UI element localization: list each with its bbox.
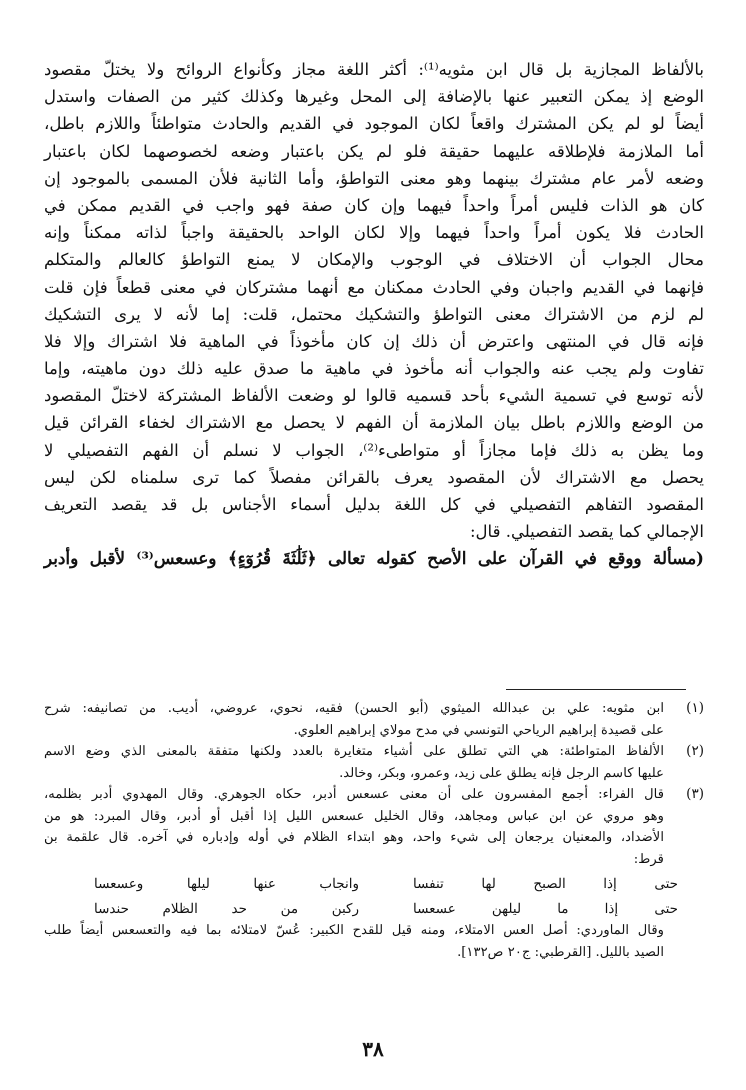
- footnote-body: [44, 741, 664, 784]
- body-line: المقصود التفاهم التفصيلي في كل اللغة بدليل أسماء الأجناس بل قد يقصد التعريف: [44, 495, 704, 514]
- body-line: أيضاً لو لم يكن المشترك واقعاً لكان الموجود في القديم والحادث متواطئاً واللازم باطل،: [44, 114, 704, 134]
- issue-heading-line: (مسألة ووقع في القرآن على الأصح كقوله تعالى ﴿ثَلَٰثَةَ قُرُوٓءٍ﴾ وعسعس⁽³⁾ لأقبل وأدبر: [44, 548, 705, 569]
- footnote-3-continued: [44, 920, 704, 963]
- footnote-line: قال الفراء: أجمع المفسرون على أن معنى عسعس أدبر، حكاه الجوهري. وقال المهدوي أدبر بظلمه،: [44, 787, 664, 802]
- body-line: وضعه لأمر عام مشترك بينهما وهو معنى التواطؤ، وأما الثانية فلأن المسمى بالموجود إن: [44, 168, 704, 188]
- body-line: فإنه قال في المنتهى واعترض أن ذلك إن كان مأخوذاً في الماهية فلا اشتراك وإلا فلا: [44, 331, 704, 351]
- body-line: محال الجواب أن الاختلاف في الوجوب والإمكان لا يمنع التواطؤ كالعالم والمتكلم: [44, 250, 704, 270]
- footnote-body: [44, 784, 664, 870]
- body-line: كان هو الذات فليس أمراً واحداً فيهما وإن كان صفة فهو واجب في القديم ممكن في: [44, 195, 704, 215]
- poem-verse: [94, 898, 678, 920]
- main-text: [44, 56, 704, 573]
- footnote-number: (٢): [686, 743, 704, 759]
- footnote-line: ابن مثويه: علي بن عبدالله الميثوي (أبو الحسن) فقيه، نحوي، عروضي، أديب. من تصانيفه: شرح: [44, 701, 664, 716]
- footnote-line: الألفاظ المتواطئة: هي التي تطلق على أشياء متغايرة بالعدد ولكنها متفقة بالمعنى الذي وضع الاسم: [44, 744, 664, 759]
- verse-second-hemistich: ركبن من حد الظلام حندسا: [94, 901, 359, 917]
- footnote-line: الصيد بالليل. [القرطبي: ج٢٠ ص١٣٢].: [457, 944, 664, 960]
- footnote-body: [44, 920, 664, 963]
- footnote-line: الأضداد، والمعنيان يرجعان إلى شيء واحد، وهو ابتداء الظلام في أوله وإدباره في آخره. قال علقمة بن: [44, 830, 664, 845]
- footnote-separator: [506, 689, 686, 690]
- footnote-body: [44, 698, 664, 741]
- footnotes: [44, 698, 704, 963]
- footnote-line: على قصيدة إبراهيم الرياحي التونسي في مدح مولاي إبراهيم العلوي.: [293, 722, 664, 738]
- footnote-3: [44, 784, 704, 870]
- body-line: وما يظن به ذلك فإما مجازاً أو متواطىء⁽²⁾، الجواب لا نسلم أن الفهم التفصيلي لا: [44, 440, 704, 460]
- footnote-line: وهو مروي عن ابن عباس ومجاهد، وقال الخليل عسعس الليل إذا أقبل أو أدبر، وقال المبرد: هو من: [44, 808, 664, 824]
- poem-verse: [94, 873, 678, 895]
- body-line: أما الملازمة فلإطلاقه عليهما حقيقة فلو لم يكن باعتبار وضعه لخصوصهما لكان باعتبار: [44, 141, 704, 161]
- footnote-number: (٣): [686, 786, 704, 802]
- footnote-line: قرط:: [633, 851, 664, 867]
- footnote-2: [44, 741, 704, 784]
- body-line: فإنهما في القديم واجبان وفي الحادث ممكنان مع أنهما مشتركان في معنى قطعاً فإن قلت: [44, 277, 704, 297]
- verse-second-hemistich: وانجاب عنها ليلها وعسعسا: [94, 876, 359, 892]
- footnote-line: وقال الماوردي: أصل العس الامتلاء، ومنه قيل للقدح الكبير: عُسّ لامتلائه بما فيه والتعسعس أيضاً طلب: [44, 923, 664, 938]
- body-line: لأنه توسع في تسمية الشيء بأحد قسميه قالوا لو وضعت الألفاظ المشتركة لاختلّ المقصود: [44, 386, 704, 406]
- body-line: الحادث فلا يكون أمراً واحداً فيهما وإلا لكان الواحد بالحقيقة واجباً لذاته ممكناً وإنه: [44, 223, 704, 243]
- verse-first-hemistich: حتى إذا ما ليلهن عسعسا: [413, 901, 678, 917]
- body-line: يحصل مع الاشتراك لأن المقصود يعرف بالقرائن مفصلاً كما ترى سلمناه لكن ليس: [44, 467, 704, 487]
- verse-first-hemistich: حتى إذا الصبح لها تنفسا: [413, 876, 678, 892]
- footnote-1: [44, 698, 704, 741]
- page-number: ٣٨: [362, 1037, 384, 1061]
- body-line: الإجمالي كما يقصد التفصيلي. قال:: [470, 522, 704, 542]
- body-line: الوضع إذ يمكن التعبير عنها بالإضافة إلى المحل وغيرها وكذلك كثير من الصفات واستدل: [44, 87, 704, 107]
- body-line: لم لزم من الاشتراك معنى التواطؤ والتشكيك محتمل، قلت: إما لأنه لا يرى التشكيك: [44, 304, 704, 324]
- footnote-number: (١): [686, 700, 704, 716]
- body-line: من الوضع واللازم باطل بيان الملازمة أن الفهم لا يحصل مع الاشتراك لخفاء القرائن قيل: [44, 413, 704, 433]
- body-line: تفاوت ولم يجب عنه والجواب أنه مأخوذ في ماهية ما صدق عليه ذلك دون ماهيته، وإما: [44, 359, 704, 379]
- body-line: بالألفاظ المجازية بل قال ابن مثويه⁽¹⁾: أكثر اللغة مجاز وكأنواع الروائح ولا يختلّ مقصود: [44, 60, 704, 79]
- footnote-line: عليها كاسم الرجل فإنه يطلق على زيد، وعمرو، وبكر، وخالد.: [339, 765, 664, 781]
